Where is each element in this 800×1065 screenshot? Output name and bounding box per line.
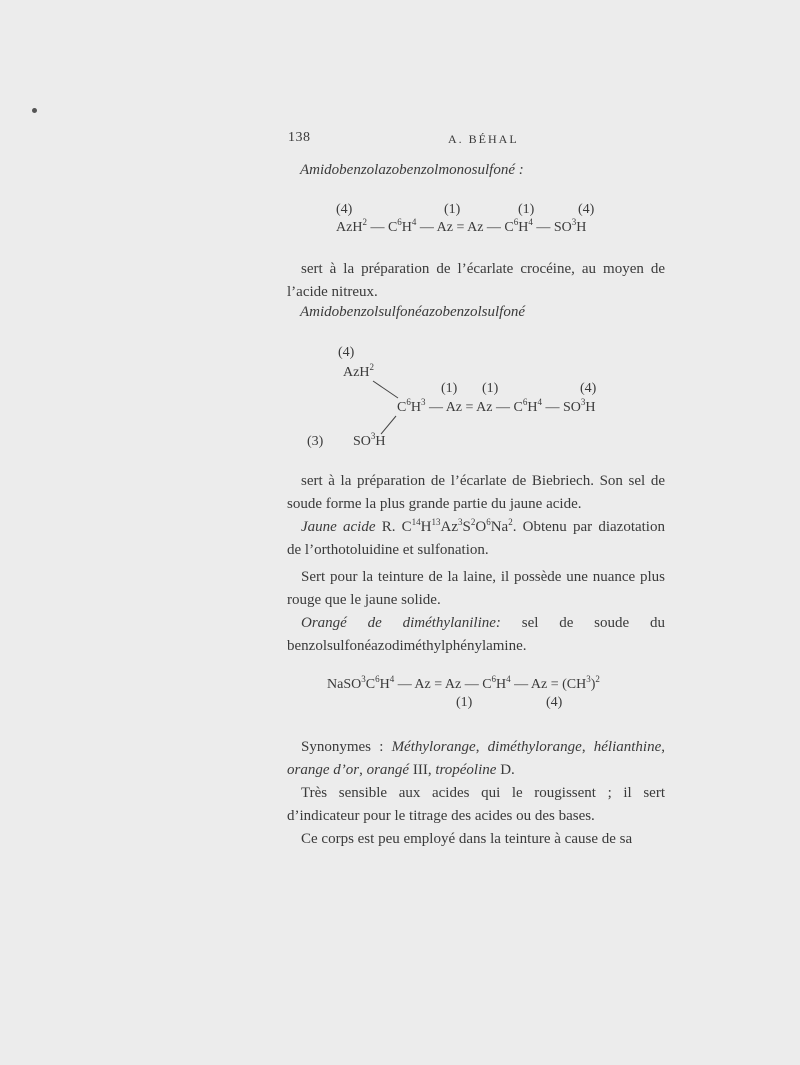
compound2-sulfo: $SO^3H$	[353, 431, 386, 449]
compound2-pos-bottom: (3)	[307, 434, 324, 449]
orange-pos-1: (1)	[456, 695, 473, 710]
compound2-amine: AzH$^2$	[343, 362, 374, 380]
jaune-acide-paragraph: Jaune acide R. $C^{14}H^{13}Az^3S^2O^6Na^2$. Obtenu par diazotation de l’orthotoluidine et sulfonation.	[287, 517, 665, 558]
compound1-formula: AzH$^2$ — $C^6H^4$ — Az = Az — $C^6H^4$ — $SO^3H$	[336, 217, 587, 235]
final-paragraph: Ce corps est peu employé dans la teinture à cause de sa	[301, 831, 633, 847]
orange-formula: $NaSO^3C^6H^4$ — Az = Az — $C^6H^4$ — $Az = (CH^3)^2$	[327, 674, 600, 692]
orange-name: Orangé de diméthylaniline:	[301, 615, 501, 631]
compound1-pos-2: (1)	[444, 202, 461, 217]
compound1-pos-3: (1)	[518, 202, 535, 217]
jaune-acide-use: Sert pour la teinture de la laine, il possède une nuance plus rouge que le jaune solide.	[287, 569, 665, 608]
orange-synonyms: Synonymes : Méthylorange, diméthylorange, hélianthine, orange d’or, orangé III, tropéoline D.	[287, 739, 666, 778]
compound1-pos-4: (4)	[578, 202, 595, 217]
compound2-pos-3: (4)	[580, 381, 597, 396]
orange-definition: Orangé de diméthylaniline: sel de soude du benzolsulfonéazodiméthylphénylamine.	[287, 615, 665, 654]
running-title: A. BÉHAL	[448, 132, 519, 146]
bond-line-upper	[373, 381, 398, 398]
jaune-acide-name: Jaune acide	[301, 519, 376, 535]
compound1-usage: sert à la préparation de l’écarlate crocéine, au moyen de l’acide nitreux.	[287, 261, 665, 300]
orange-indicator-text: Très sensible aux acides qui le rougissent ; il sert d’indicateur pour le titrage des acides ou des bases.	[287, 785, 665, 824]
compound1-name: Amidobenzolazobenzolmonosulfoné :	[300, 162, 524, 178]
compound2-main-chain: $C^6H^3$ — Az = Az — $C^6H^4$ — $SO^3H$	[397, 397, 596, 415]
compound2-pos-1: (1)	[441, 381, 458, 396]
page-number: 138	[288, 130, 311, 145]
compound2-usage: sert à la préparation de l’écarlate de Biebriech. Son sel de soude forme la plus grande partie du jaune acide.	[287, 473, 665, 512]
compound2-pos-2: (1)	[482, 381, 499, 396]
compound1-pos-1: (4)	[336, 202, 353, 217]
compound2-pos-top: (4)	[338, 345, 355, 360]
bond-line-lower	[381, 416, 396, 434]
compound2-name: Amidobenzolsulfonéazobenzolsulfoné	[300, 304, 525, 320]
orange-pos-2: (4)	[546, 695, 563, 710]
